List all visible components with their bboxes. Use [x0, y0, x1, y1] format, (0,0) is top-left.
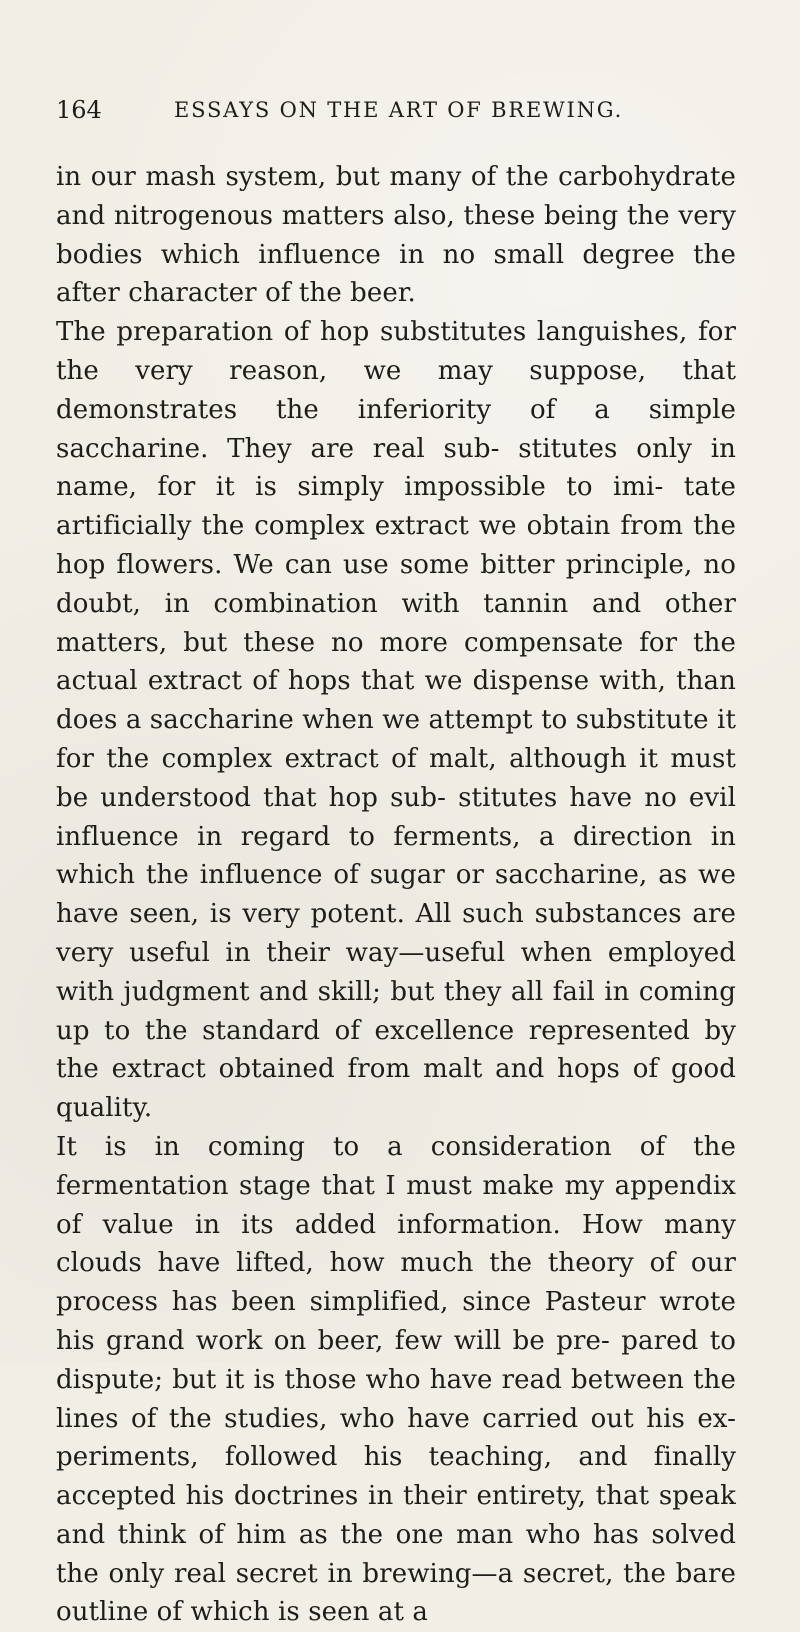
running-head	[56, 92, 744, 128]
paragraph-hop-substitutes: The preparation of hop substitutes languishes, for the very reason, we may suppose, that demonstrates the inferiority of a simple saccharine. They are real sub- stitutes only in name, for it is simply impossible to imi- tate artificially the complex extract we obtain from the hop flowers. We can use some bitter principle, no doubt, in combination with tannin and other matters, but these no more compensate for the actual extract of hops that we dispense with, than does a saccharine when we attempt to substitute it for the complex extract of malt, although it must be understood that hop sub- stitutes have no evil influence in regard to ferments, a direction in which the influence of sugar or saccharine, as we have seen, is very potent. All such substances are very useful in their way—useful when employed with judgment and skill; but they all fail in coming up to the standard of excellence represented by the extract obtained from malt and hops of good quality.	[56, 317, 736, 1124]
body-text	[56, 158, 736, 1632]
paragraph-fermentation-stage: It is in coming to a consideration of the fermentation stage that I must make my appendix of value in its added information. How many clouds have lifted, how much the theory of our process has been simplified, since Pasteur wrote his grand work on beer, few will be pre- pared to dispute; but it is those who have read between the lines of the studies, who have carried out his ex- periments, followed his teaching, and finally accepted his doctrines in their entirety, that speak and think of him as the one man who has solved the only real secret in brewing—a secret, the bare outline of which is seen at a	[56, 1131, 736, 1628]
paragraph-continuation: in our mash system, but many of the carbohydrate and nitrogenous matters also, these being the very bodies which influence in no small degree the after character of the beer.	[56, 162, 736, 309]
page-number: 164	[56, 96, 102, 124]
running-title: ESSAYS ON THE ART OF BREWING.	[174, 98, 624, 122]
